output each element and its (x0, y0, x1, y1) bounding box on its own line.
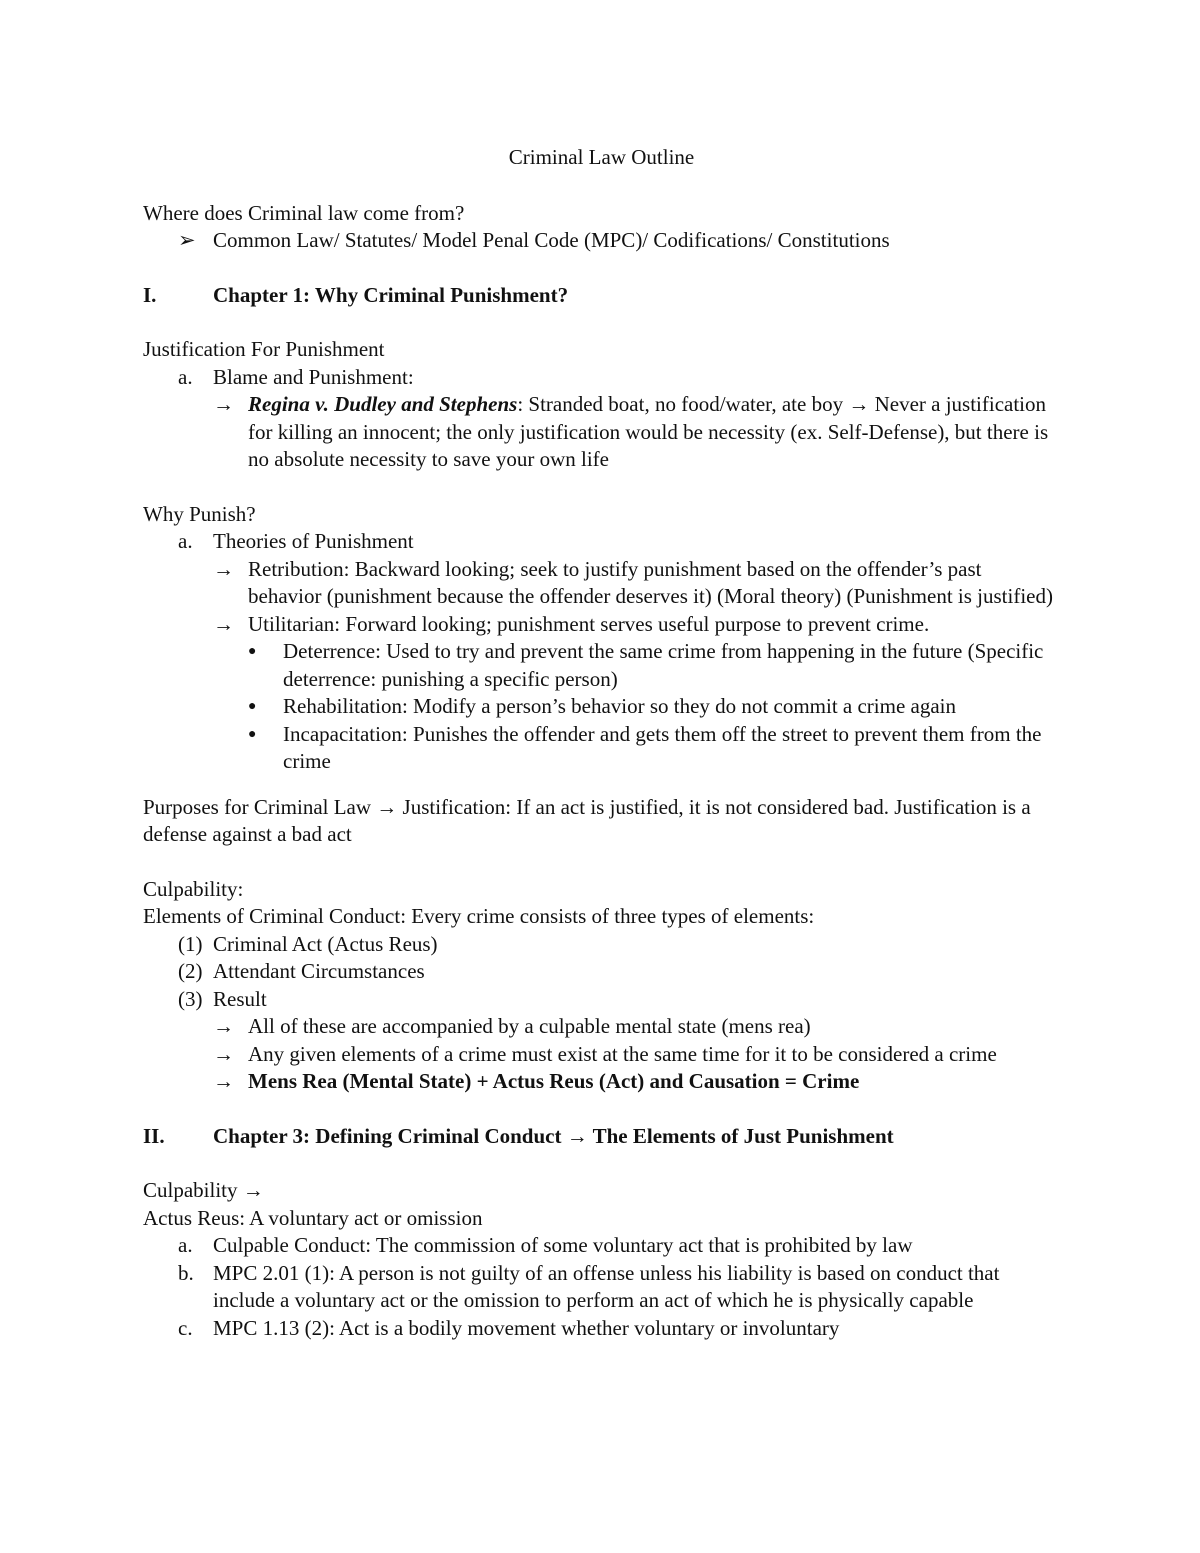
incapacitation-item (143, 721, 1060, 776)
list-marker-1: (1) (178, 931, 203, 956)
utilitarian-item (143, 611, 1060, 639)
section-2-title (213, 1123, 894, 1151)
list-marker-b: b. (178, 1260, 194, 1285)
element-item-1 (143, 931, 1060, 959)
actus-text-c: MPC 1.13 (2): Act is a bodily movement whether voluntary or involuntary (213, 1315, 840, 1340)
note-item-1 (143, 1013, 1060, 1041)
arrow-icon: → (213, 392, 234, 416)
section-1-heading (143, 282, 1060, 310)
case-text-part1: : Stranded boat, no food/water, ate boy (517, 392, 849, 416)
sources-item (143, 227, 1060, 255)
culpability-2-text: Culpability (143, 1178, 243, 1202)
rehabilitation-text: Rehabilitation: Modify a person’s behavior so they do not commit a crime again (283, 694, 957, 718)
section-1-number: I. (143, 282, 157, 307)
note-item-2 (143, 1041, 1060, 1069)
element-text-2: Attendant Circumstances (213, 959, 425, 983)
actus-item-c (143, 1315, 1060, 1343)
arrow-icon: → (213, 556, 234, 581)
section-1-title: Chapter 1: Why Criminal Punishment? (213, 282, 569, 307)
purposes-text-part1: Purposes for Criminal Law (143, 794, 377, 819)
arrow-icon: → (213, 1041, 234, 1066)
element-item-2 (143, 958, 1060, 986)
actus-text-a: Culpable Conduct: The commission of some voluntary act that is prohibited by law (213, 1233, 913, 1257)
list-marker-2: (2) (178, 959, 203, 983)
section-2-heading (143, 1123, 1060, 1151)
case-text (248, 391, 1060, 474)
actus-text-b: MPC 2.01 (1): A person is not guilty of an offense unless his liability is based on conduct that include a voluntary act or the omission to perform an act of which he is physically capable (213, 1260, 1000, 1312)
element-item-3 (143, 986, 1060, 1014)
rehabilitation-item (143, 693, 1060, 721)
theories-item (143, 528, 1060, 556)
list-marker-a: a. (178, 364, 193, 389)
case-text-part2: Never a justification for killing an innocent; the only justification would be necessity (ex. Self-Defense), but there is no absolute necessity to save your own life (248, 392, 1049, 471)
section-2-title-part2: The Elements of Just Punishment (587, 1123, 894, 1148)
sources-text: Common Law/ Statutes/ Model Penal Code (MPC)/ Codifications/ Constitutions (213, 228, 890, 252)
blame-item (143, 364, 1060, 392)
bold-arrow-icon: → (376, 794, 398, 819)
element-text-3: Result (213, 986, 267, 1011)
deterrence-text: Deterrence: Used to try and prevent the same crime from happening in the future (Specific deterrence: punishing a specific person) (283, 639, 1044, 691)
culpability-label: Culpability: (143, 876, 244, 901)
retribution-text: Retribution: Backward looking; seek to justify punishment based on the offender’s past behavior (punishment because the offender deserves it) (Moral theory) (Punishment is justified) (248, 556, 1053, 608)
arrow-icon: → (213, 611, 234, 636)
elements-text: Elements of Criminal Conduct: Every crime consists of three types of elements: (143, 904, 815, 928)
case-name: Regina v. Dudley and Stephens (248, 392, 518, 416)
list-marker-3: (3) (178, 986, 203, 1011)
purposes-paragraph (143, 794, 1060, 849)
retribution-item (143, 556, 1060, 611)
bullet-icon: ● (248, 644, 257, 659)
document-title: Criminal Law Outline (508, 145, 695, 169)
why-punish-label: Why Punish? (143, 501, 256, 526)
deterrence-item (143, 638, 1060, 693)
actus-reus-text: Actus Reus: A voluntary act or omission (143, 1205, 483, 1230)
intro-question: Where does Criminal law come from? (143, 200, 465, 225)
theories-text: Theories of Punishment (213, 529, 414, 553)
arrow-icon: → (213, 1014, 234, 1038)
case-item (143, 391, 1060, 474)
element-text-1: Criminal Act (Actus Reus) (213, 931, 438, 956)
incapacitation-text: Incapacitation: Punishes the offender and gets them off the street to prevent them from the crime (283, 721, 1042, 773)
culpability-2-label (143, 1177, 1060, 1205)
utilitarian-text: Utilitarian: Forward looking; punishment serves useful purpose to prevent crime. (248, 611, 930, 636)
actus-item-b (143, 1260, 1060, 1315)
blame-text: Blame and Punishment: (213, 364, 414, 389)
arrow-icon: → (213, 1069, 234, 1093)
note-text-3: Mens Rea (Mental State) + Actus Reus (Act) and Causation = Crime (248, 1069, 860, 1093)
list-marker-c: c. (178, 1315, 193, 1340)
bullet-icon: ● (248, 699, 257, 714)
section-2-title-part1: Chapter 3: Defining Criminal Conduct (213, 1123, 567, 1148)
arrowhead-bullet-icon: ➢ (178, 228, 196, 252)
note-item-3 (143, 1068, 1060, 1096)
purposes-text-part2: Justification: If an act is justified, it is not considered bad. Justification is a defense against a bad act (143, 794, 1031, 846)
note-text-1: All of these are accompanied by a culpable mental state (mens rea) (248, 1014, 811, 1038)
note-text-2: Any given elements of a crime must exist at the same time for it to be considered a crime (248, 1041, 997, 1066)
actus-item-a (143, 1232, 1060, 1260)
justification-label: Justification For Punishment (143, 337, 385, 361)
bold-arrow-icon: → (566, 1123, 588, 1148)
list-marker-a: a. (178, 529, 193, 553)
bullet-icon: ● (248, 726, 257, 742)
section-2-number: II. (143, 1123, 165, 1148)
list-marker-a: a. (178, 1233, 193, 1257)
bold-arrow-icon: → (242, 1178, 264, 1202)
bold-arrow-icon: → (848, 392, 870, 416)
